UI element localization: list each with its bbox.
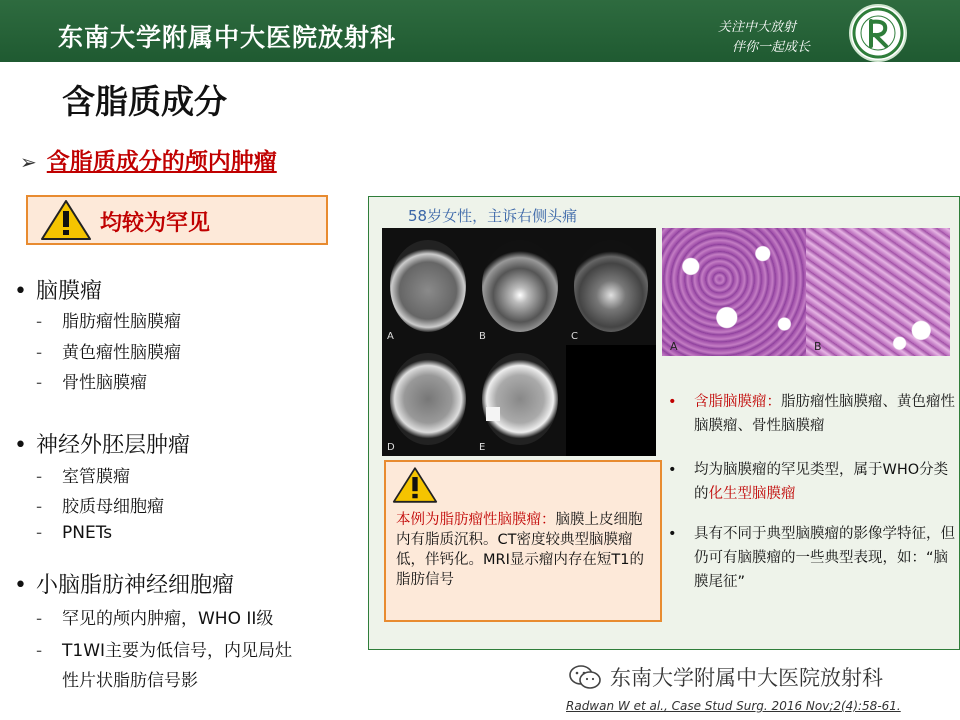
case-note-body: 脑膜上皮细胞内有脂质沉积。CT密度较典型脑膜瘤低，伴钙化。MRI显示瘤内存在短T1的脂肪信号 [396,512,644,588]
list-bullet-neuroectodermal: • 神经外胚层肿瘤 [14,433,191,458]
list-item: - T1WI主要为低信号，内见局灶 [36,641,293,661]
mri-image-empty [566,345,656,456]
arrow-bullet-icon: ➢ [20,150,37,174]
right-bullet-1: • 含脂脑膜瘤：脂肪瘤性脑膜瘤、黄色瘤性脑膜瘤、骨性脑膜瘤 [668,394,955,434]
list-item-continuation: 性片状脂肪信号影 [62,671,198,691]
warning-triangle-icon [40,199,92,245]
list-title: 小脑脂肪神经细胞瘤 [36,573,235,598]
list-bullet-meningioma: • 脑膜瘤 [14,279,103,304]
section-heading [20,143,277,176]
mri-image-c: C [566,228,656,345]
mri-image-b: B [474,228,566,345]
list-title: 脑膜瘤 [36,279,103,304]
list-item: - PNETs [36,523,113,543]
histology-image-a: A [662,228,806,356]
case-note-text [396,510,654,590]
list-item: - 罕见的颅内肿瘤，WHO II级 [36,609,274,629]
right-bullet-2: • 均为脑膜瘤的罕见类型，属于WHO分类的化生型脑膜瘤 [668,462,949,502]
citation-reference: Radwan W et al., Case Stud Surg. 2016 Nov;2(4):58-61. [566,699,901,713]
list-item: - 黄色瘤性脑膜瘤 [36,343,181,363]
warning-triangle-icon [392,465,438,509]
header-title: 东南大学附属中大医院放射科 [58,23,397,52]
header-motto-line2: 伴你一起成长 [732,40,811,55]
mri-image-d: D [382,345,474,456]
hospital-seal-logo [849,4,907,62]
mri-image-e: E [474,345,566,456]
warning-banner-text: 均较为罕见 [100,211,211,236]
section-heading-text: 含脂质成分的颅内肿瘤 [46,149,277,175]
case-caption: 58岁女性，主诉右侧头痛 [408,207,578,225]
right-bullet-3: • 具有不同于典型脑膜瘤的影像学特征，但仍可有脑膜瘤的一些典型表现，如：“脑膜尾征” [668,526,955,590]
list-item: - 胶质母细胞瘤 [36,497,164,517]
watermark-text: 东南大学附属中大医院放射科 [610,666,883,690]
list-bullet-liponeurocytoma: • 小脑脂肪神经细胞瘤 [14,573,235,598]
header-bar [0,0,960,62]
slide-title: 含脂质成分 [62,82,227,121]
wechat-watermark [568,662,883,695]
header-motto-line1: 关注中大放射 [718,20,797,35]
rarity-warning-banner [26,195,328,245]
list-item: - 室管膜瘤 [36,467,130,487]
case-note-lead: 本例为脂肪瘤性脑膜瘤： [396,512,556,528]
wechat-icon [568,664,602,695]
case-note-box [384,460,662,622]
histology-image-b: B [806,228,950,356]
mri-image-a: A [382,228,474,345]
list-title: 神经外胚层肿瘤 [36,433,191,458]
list-item: - 脂肪瘤性脑膜瘤 [36,312,181,332]
list-item: - 骨性脑膜瘤 [36,373,147,393]
